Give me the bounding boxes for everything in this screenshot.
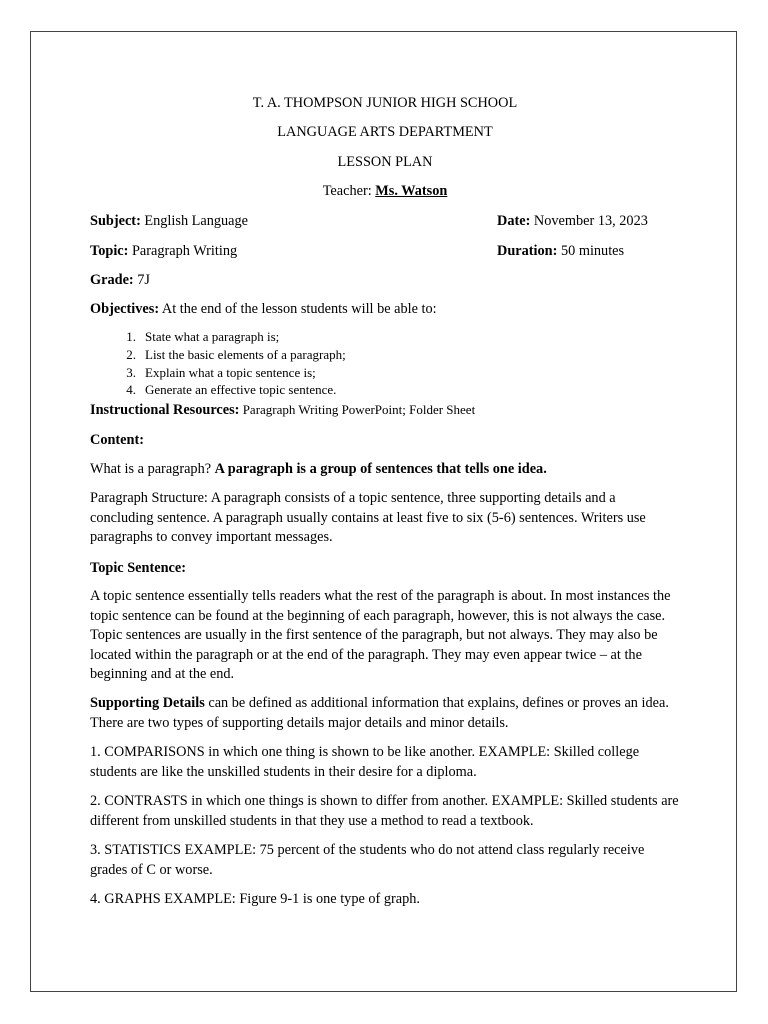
teacher-line (90, 182, 680, 202)
topic-label: Topic: (90, 243, 129, 259)
resources-line (90, 401, 475, 421)
subject-value: English Language (140, 213, 249, 229)
objective-number: 4. (126, 382, 136, 398)
contrasts-point: 2. CONTRASTS in which one things is shown to differ from another. EXAMPLE: Skilled students are different from unskilled students in that they use a method to read a textbook. (90, 793, 679, 829)
teacher-name: Ms. Watson (375, 183, 448, 199)
department-name: LANGUAGE ARTS DEPARTMENT (277, 124, 493, 140)
resources-label: Instructional Resources: (90, 402, 240, 418)
grade-line (90, 271, 150, 291)
duration-value: 50 minutes (557, 243, 625, 259)
graphs-point: 4. GRAPHS EXAMPLE: Figure 9-1 is one type of graph. (90, 891, 421, 907)
school-name: T. A. THOMPSON JUNIOR HIGH SCHOOL (252, 95, 518, 111)
content-heading-text: Content: (90, 432, 145, 448)
definition-question: What is a paragraph? (90, 461, 215, 477)
date-value: November 13, 2023 (530, 213, 648, 229)
date-line (497, 212, 648, 232)
list-item (90, 364, 346, 382)
topic-sentence-heading (90, 559, 186, 579)
paragraph-definition (90, 460, 547, 480)
objectives-label: Objectives: (90, 301, 160, 317)
topic-value: Paragraph Writing (128, 243, 238, 259)
resources-value: Paragraph Writing PowerPoint; Folder Sheet (239, 402, 476, 417)
objectives-intro: At the end of the lesson students will be able to: (159, 301, 437, 317)
objective-number: 2. (126, 346, 136, 362)
supporting-details-text: can be defined as additional information that explains, defines or proves an idea. There are two types of supporting details major details and minor details. (90, 695, 669, 731)
grade-label: Grade: (90, 272, 134, 288)
content-heading (90, 431, 144, 451)
objective-text: State what a paragraph is; (145, 329, 280, 344)
paragraph-structure: Paragraph Structure: A paragraph consists of a topic sentence, three supporting details and a concluding sentence. A paragraph usually contains at least five to six (5-6) sentences. Writers use paragraphs to convey important messages. (90, 490, 646, 546)
supporting-details (90, 694, 680, 733)
topic-sentence-heading-text: Topic Sentence: (90, 560, 186, 576)
date-label: Date: (497, 213, 531, 229)
list-item (90, 381, 346, 399)
statistics-point: 3. STATISTICS EXAMPLE: 75 percent of the students who do not attend class regularly receive grades of C or worse. (90, 842, 645, 878)
list-item (90, 328, 346, 346)
objective-text: Explain what a topic sentence is; (145, 364, 316, 380)
topic-line (90, 242, 237, 262)
objective-number: 1. (126, 329, 136, 344)
definition-answer: A paragraph is a group of sentences that tells one idea. (214, 461, 547, 477)
subject-label: Subject: (90, 213, 141, 229)
supporting-details-label: Supporting Details (90, 695, 205, 711)
teacher-label: Teacher: (322, 183, 376, 199)
list-item (90, 346, 346, 364)
grade-value: 7J (133, 272, 150, 288)
objective-text: Generate an effective topic sentence. (145, 382, 337, 398)
duration-label: Duration: (497, 243, 558, 259)
duration-line (497, 242, 624, 262)
subject-line (90, 212, 248, 232)
comparisons-point: 1. COMPARISONS in which one thing is shown to be like another. EXAMPLE: Skilled college students are like the unskilled students in their desire for a diploma. (90, 744, 640, 780)
topic-sentence-text: A topic sentence essentially tells readers what the rest of the paragraph is about. In most instances the topic sentence can be found at the beginning of each paragraph, however, this is not always the case. Topic sentences are usually in the first sentence of the paragraph, but not always. They may also be located within the paragraph or at the end of the paragraph. They may even appear twice – at the beginning and at the end. (90, 588, 671, 683)
document-type: LESSON PLAN (337, 154, 433, 170)
objectives-line (90, 300, 437, 320)
objectives-list (90, 328, 346, 399)
objective-number: 3. (126, 364, 136, 380)
objective-text: List the basic elements of a paragraph; (145, 346, 346, 362)
